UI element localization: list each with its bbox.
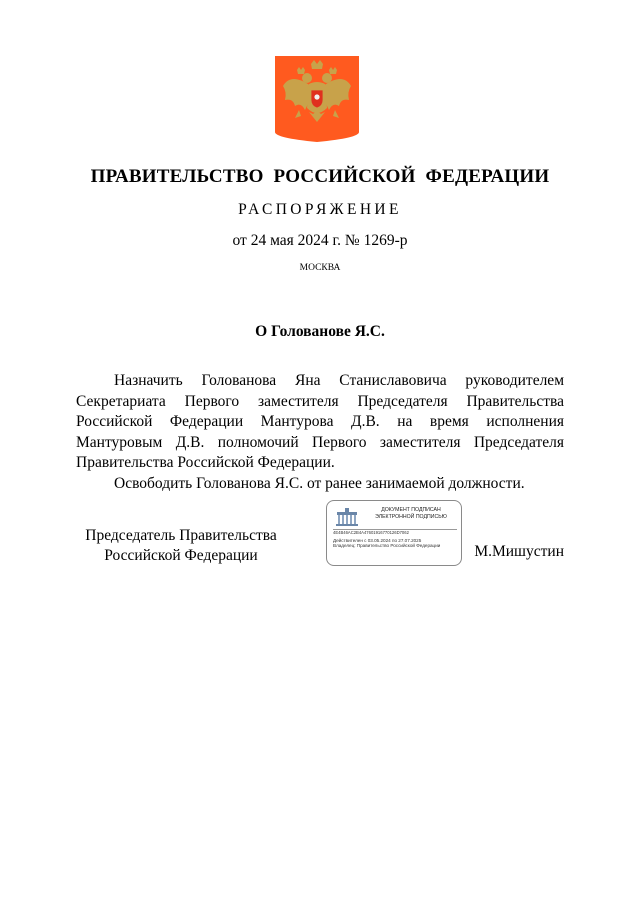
stamp-details [333,538,459,549]
signatory-position [76,526,286,566]
signatory-position-line: Российской Федерации [104,547,258,564]
document-subject: О Голованове Я.С. [255,323,385,340]
government-title: ПРАВИТЕЛЬСТВО РОССИЙСКОЙ ФЕДЕРАЦИИ [90,166,550,187]
stamp-validity: Действителен с 03.05.2024 по 27.07.2025 [333,538,422,543]
city: МОСКВА [299,263,341,273]
stamp-title [363,507,459,521]
stamp-owner: Владелец: Правительство Российской Федерации [333,543,441,549]
document-body [76,371,564,494]
body-paragraph: Назначить Голованова Яна Станиславовича руководителем Секретариата Первого заместителя Председателя Правительства Российской Федерации Мантурова Д.В. на время исполнения Мантуровым Д.В. полномочий Первого заместителя Председателя Правительства Российской Федерации. [76,372,564,471]
body-paragraph: Освободить Голованова Я.С. от ранее занимаемой должности. [114,474,525,492]
government-building-icon [334,507,360,527]
signatory-name: М.Мишустин [474,543,564,560]
stamp-certificate-number: 4E4B46AC2B4A47601916770126D7062 [333,530,409,535]
document-date-number: от 24 мая 2024 г. № 1269-р [232,232,408,249]
document-type: РАСПОРЯЖЕНИЕ [238,201,402,218]
stamp-title-line: ЭЛЕКТРОННОЙ ПОДПИСЬЮ [375,514,447,521]
signatory-position-line: Председатель Правительства [85,527,277,544]
stamp-title-line: ДОКУМЕНТ ПОДПИСАН [381,507,441,513]
electronic-signature-stamp [326,500,462,566]
russian-coat-of-arms-icon [275,56,359,142]
